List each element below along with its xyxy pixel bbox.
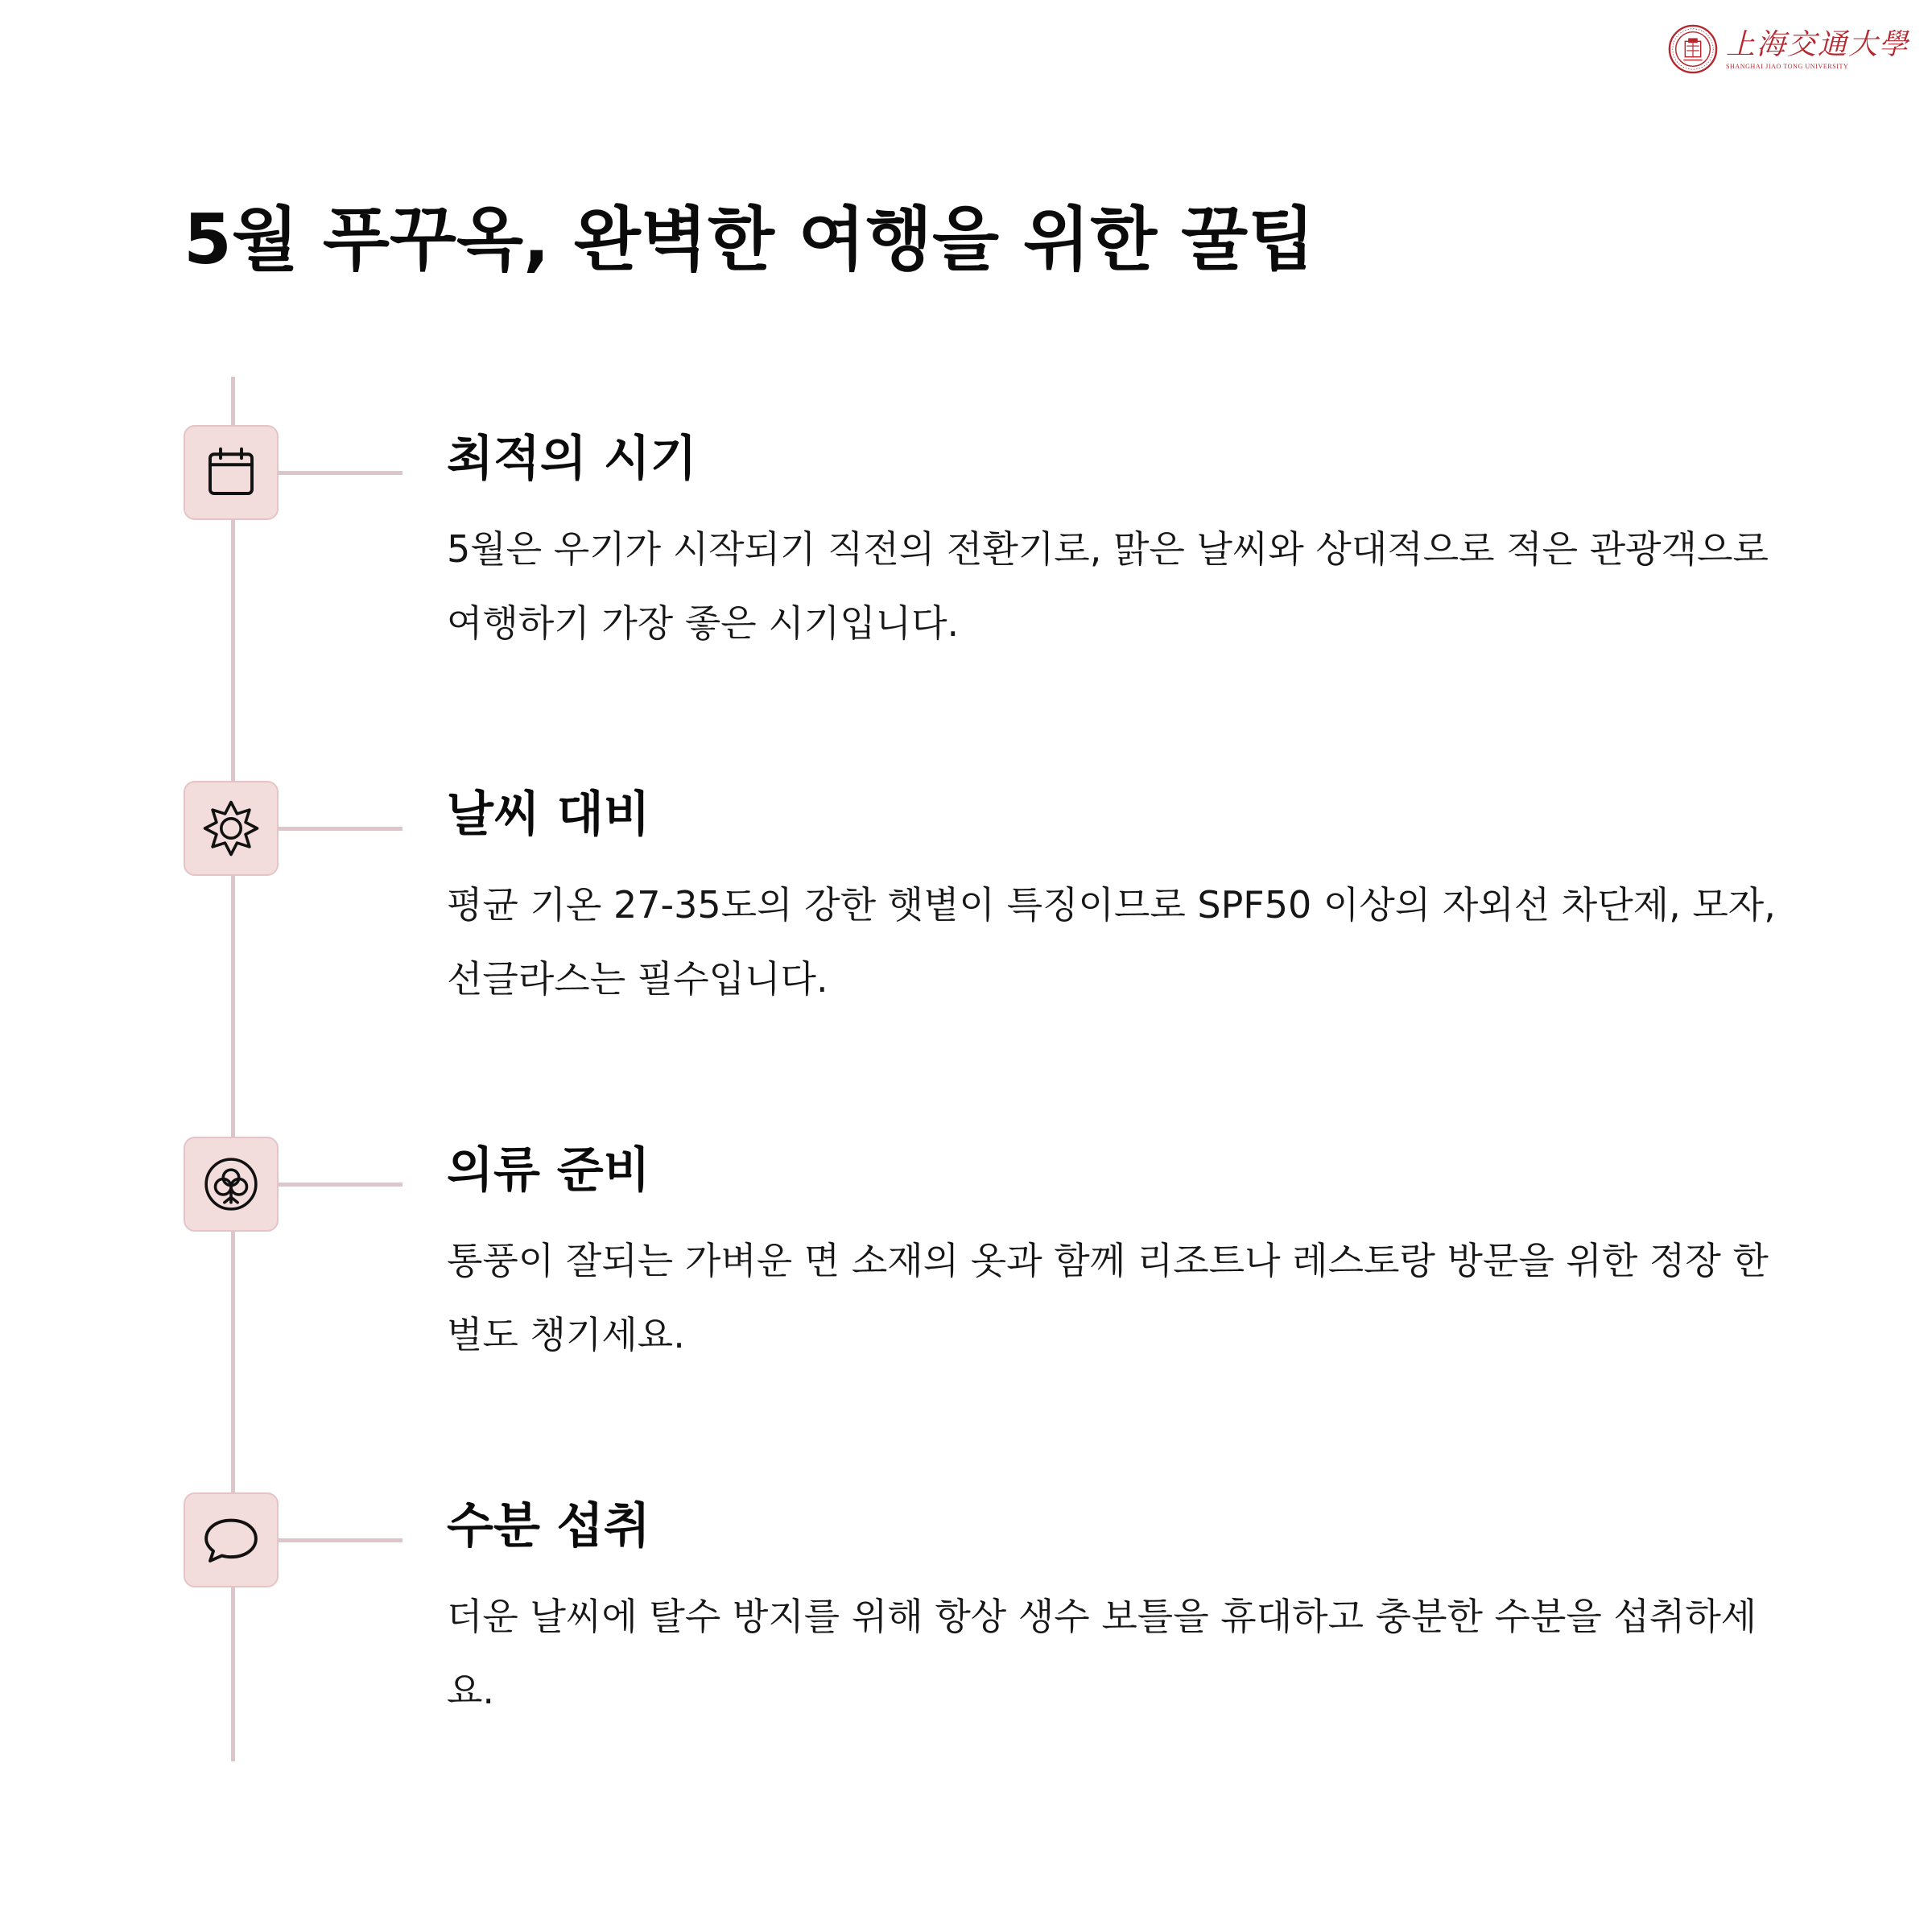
tip-item-clothing [0, 1137, 1932, 1378]
tip-title: 날씨 대비 [447, 786, 650, 843]
tip-title: 수분 섭취 [447, 1498, 650, 1554]
tip-icon-box [184, 425, 279, 520]
tip-description: 더운 날씨에 탈수 방지를 위해 항상 생수 보틀을 휴대하고 충분한 수분을 섭취하세요. [447, 1595, 1757, 1712]
speech-bubble-icon [200, 1509, 262, 1571]
timeline-connector [279, 827, 402, 831]
tip-title: 의류 준비 [447, 1142, 650, 1199]
timeline-connector [279, 471, 402, 475]
page-title: 5월 푸꾸옥, 완벽한 여행을 위한 꿀팁 [184, 200, 1315, 280]
tip-icon-box [184, 1492, 279, 1587]
university-name [1726, 29, 1909, 70]
tip-item-hydration [0, 1492, 1932, 1734]
tip-item-weather [0, 781, 1932, 1022]
tip-description: 5월은 우기가 시작되기 직전의 전환기로, 맑은 날씨와 상대적으로 적은 관광객으로 여행하기 가장 좋은 시기입니다. [447, 527, 1769, 645]
tip-item-timing [0, 425, 1932, 667]
cotton-icon [200, 1153, 262, 1216]
tip-title: 최적의 시기 [447, 431, 697, 487]
university-logo [1668, 24, 1909, 74]
sun-icon [200, 797, 262, 860]
university-name-en: SHANGHAI JIAO TONG UNIVERSITY [1725, 62, 1849, 70]
tip-description: 통풍이 잘되는 가벼운 면 소재의 옷과 함께 리조트나 레스토랑 방문을 위한 정장 한 벌도 챙기세요. [447, 1239, 1769, 1356]
university-name-cn: 上海交通大學 [1725, 27, 1909, 61]
tip-description: 평균 기온 27-35도의 강한 햇볕이 특징이므로 SPF50 이상의 자외선 차단제, 모자, 선글라스는 필수입니다. [447, 883, 1776, 1001]
timeline-connector [279, 1183, 402, 1187]
calendar-icon [200, 441, 262, 504]
tip-icon-box [184, 781, 279, 876]
timeline-connector [279, 1538, 402, 1542]
university-seal-icon [1668, 24, 1718, 74]
tip-icon-box [184, 1137, 279, 1232]
